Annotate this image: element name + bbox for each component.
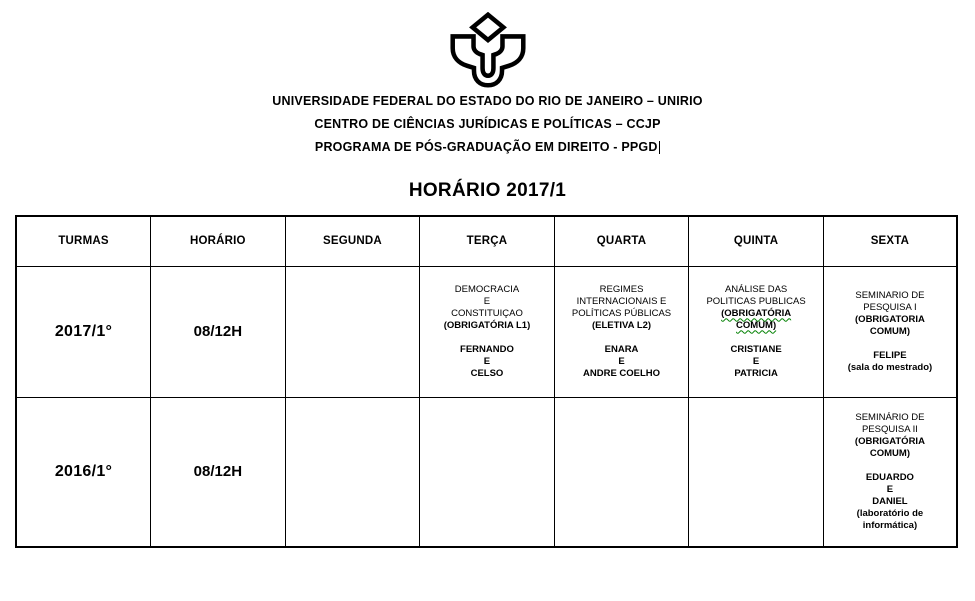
schedule-cell-terca [420,397,555,547]
column-header-terca: TERÇA [420,216,555,266]
schedule-cell-quarta [554,397,689,547]
schedule-cell-quarta: REGIMES INTERNACIONAIS E POLÍTICAS PÚBLICAS (ELETIVA L2) ENARA E ANDRE COELHO [554,266,689,397]
unirio-logo [0,12,975,88]
column-header-quinta: QUINTA [689,216,824,266]
schedule-cell-quinta [689,397,824,547]
text-cursor [659,141,661,154]
schedule-cell-segunda [285,266,420,397]
institution-line-program: PROGRAMA DE PÓS-GRADUAÇÃO EM DIREITO - PPGD [0,136,975,159]
schedule-cell-quinta: ANÁLISE DAS POLITICAS PUBLICAS (OBRIGATÓRIA COMUM) CRISTIANE E PATRICIA [689,266,824,397]
schedule-table [15,215,958,548]
turma-value: 2016/1° [16,397,151,547]
schedule-cell-segunda [285,397,420,547]
column-header-turmas: TURMAS [16,216,151,266]
column-header-horario: HORÁRIO [151,216,286,266]
institution-line-center: CENTRO DE CIÊNCIAS JURÍDICAS E POLÍTICAS – CCJP [314,117,661,131]
column-header-sexta: SEXTA [823,216,957,266]
schedule-cell-sexta: SEMINARIO DE PESQUISA I (OBRIGATORIA COMUM) FELIPE (sala do mestrado) [823,266,957,397]
schedule-cell-terca: DEMOCRACIA E CONSTITUIÇAO (OBRIGATÓRIA L1) FERNANDO E CELSO [420,266,555,397]
unirio-crest-icon [436,12,540,88]
turma-value: 2017/1° [16,266,151,397]
table-row-2017-1 [16,266,957,397]
horario-value: 08/12H [151,397,286,547]
column-header-segunda: SEGUNDA [285,216,420,266]
institution-header [0,90,975,159]
table-row-2016-1 [16,397,957,547]
institution-line-university: UNIVERSIDADE FEDERAL DO ESTADO DO RIO DE JANEIRO – UNIRIO [272,94,703,108]
horario-value: 08/12H [151,266,286,397]
header-row [16,216,957,266]
page-title: HORÁRIO 2017/1 [408,180,567,201]
schedule-cell-sexta: SEMINÁRIO DE PESQUISA II (OBRIGATÓRIA COMUM) EDUARDO E DANIEL (laboratório de informática) [823,397,957,547]
column-header-quarta: QUARTA [554,216,689,266]
